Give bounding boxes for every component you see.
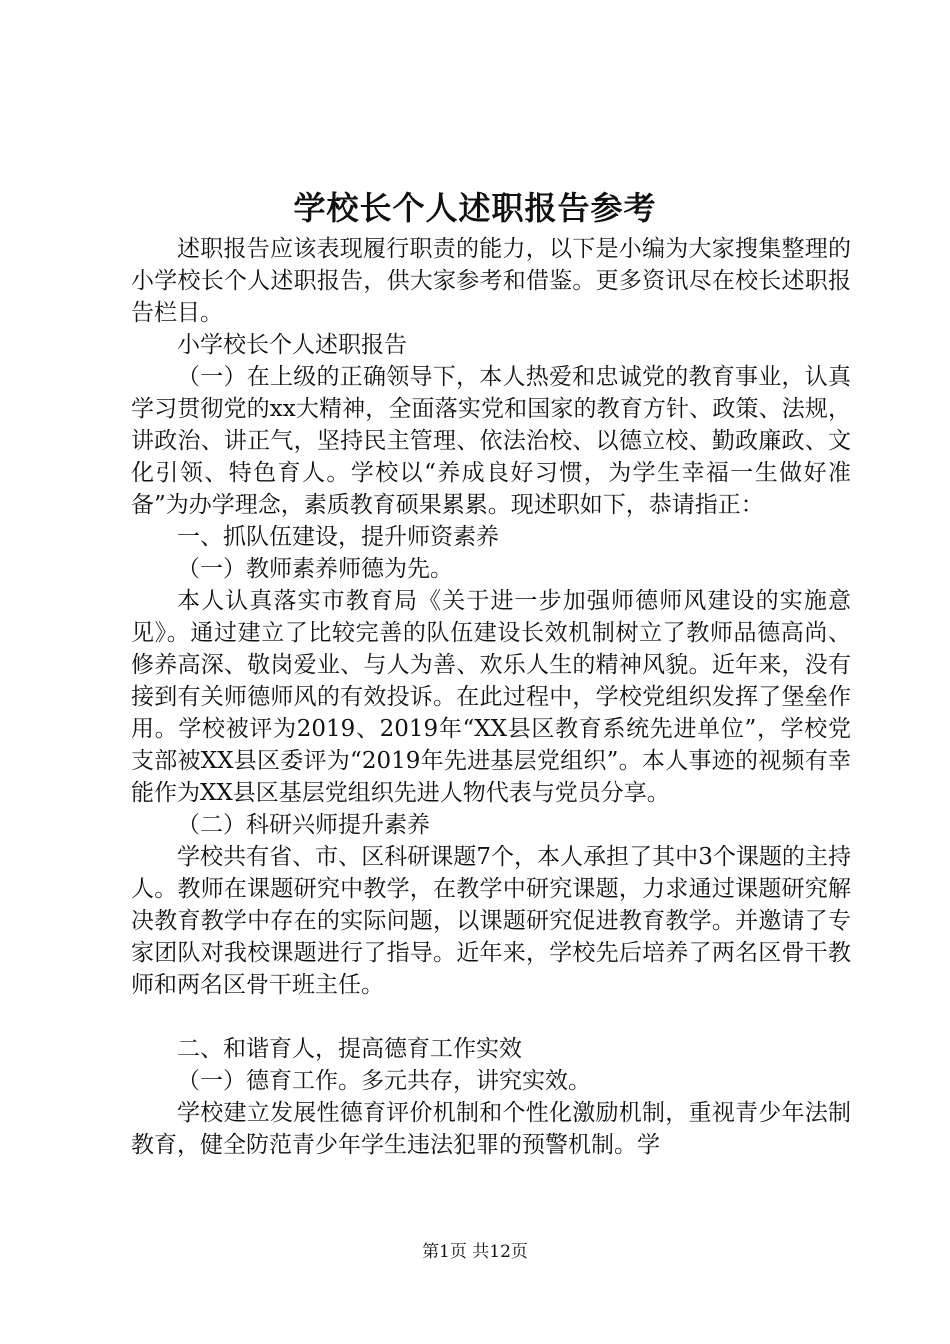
section-heading-1: 一、抓队伍建设，提升师资素养: [177, 524, 499, 550]
paragraph-moral-education: 学校建立发展性德育评价机制和个性化激励机制，重视青少年法制教育，健全防范青少年学生违法犯罪的预警机制。学: [131, 1100, 851, 1158]
subsection-heading-2-1: （一）德育工作。多元共存，讲究实效。: [177, 1068, 591, 1094]
subsection-heading-1-1: （一）教师素养师德为先。: [177, 556, 453, 582]
paragraph-research: 学校共有省、市、区科研课题7个，本人承担了其中3个课题的主持人。教师在课题研究中教学，在教学中研究课题，力求通过课题研究解决教育教学中存在的实际问题，以课题研究促进教育教学。并邀请了专家团队对我校课题进行了指导。近年来，学校先后培养了两名区骨干教师和两名区骨干班主任。: [131, 844, 851, 998]
document-title: 学校长个人述职报告参考: [293, 189, 657, 227]
document-body: [131, 233, 851, 1161]
page-footer: 第1页 共12页: [422, 1242, 528, 1262]
subsection-heading-1-2: （二）科研兴师提升素养: [177, 812, 430, 838]
paragraph-intro: 述职报告应该表现履行职责的能力，以下是小编为大家搜集整理的小学校长个人述职报告，供大家参考和借鉴。更多资讯尽在校长述职报告栏目。: [131, 236, 851, 326]
paragraph-ethics: 本人认真落实市教育局《关于进一步加强师德师风建设的实施意见》。通过建立了比较完善的队伍建设长效机制树立了教师品德高尚、修养高深、敬岗爱业、与人为善、欢乐人生的精神风貌。近年来，没有接到有关师德师风的有效投诉。在此过程中，学校党组织发挥了堡垒作用。学校被评为2019、2019年“XX县区教育系统先进单位”，学校党支部被XX县区委评为“2019年先进基层党组织”。本人事迹的视频有幸能作为XX县区基层党组织先进人物代表与党员分享。: [131, 588, 851, 806]
paragraph-subtitle: 小学校长个人述职报告: [177, 332, 407, 358]
section-heading-2: 二、和谐育人，提高德育工作实效: [177, 1036, 522, 1062]
paragraph-overview: （一）在上级的正确领导下，本人热爱和忠诚党的教育事业，认真学习贯彻党的xx大精神，全面落实党和国家的教育方针、政策、法规，讲政治、讲正气，坚持民主管理、依法治校、以德立校、勤政廉政、文化引领、特色育人。学校以“养成良好习惯，为学生幸福一生做好准备”为办学理念，素质教育硕果累累。现述职如下，恭请指正：: [131, 364, 851, 518]
